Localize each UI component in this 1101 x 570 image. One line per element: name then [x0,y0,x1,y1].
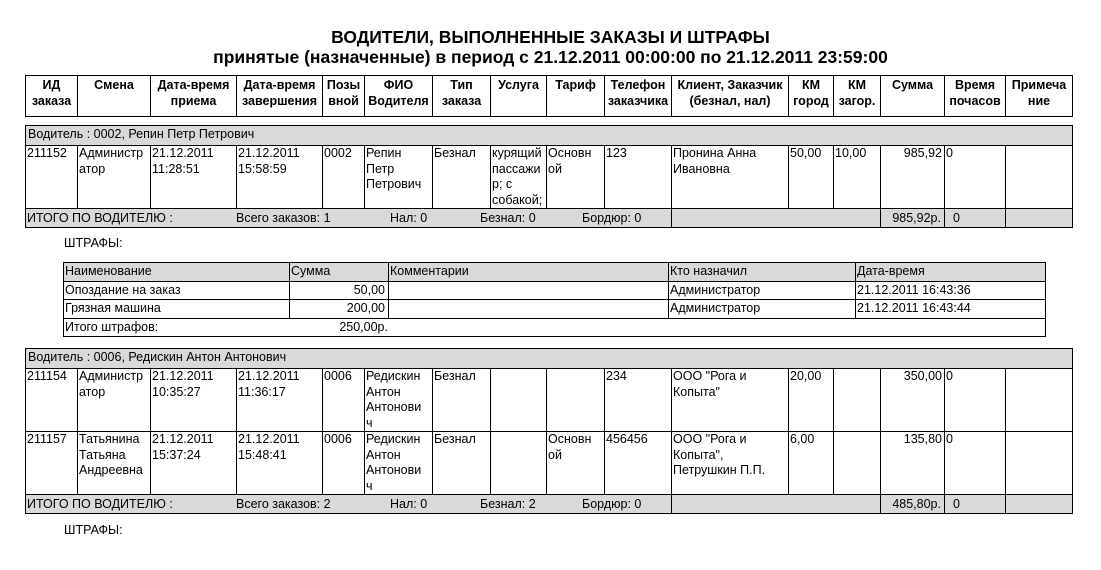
col-rule [322,368,323,432]
table-cell: 456456 [606,432,648,446]
table-cell: 135,80 [903,432,942,446]
table-cell: Редискин Антон Антонови ч [366,432,422,493]
column-header: Тип заказа [441,78,482,108]
col-rule [1072,145,1073,209]
column-header: ИД заказа [31,78,72,108]
col-rule [671,368,672,432]
col-rule [604,431,605,495]
table-cell: 211154 [27,369,67,383]
column-header: Позы вной [326,78,361,108]
total-noncash: Безнал: 2 [480,497,536,511]
total-col-rule [944,494,945,514]
col-rule [236,145,237,209]
table-cell: 21.12.2011 15:37:24 [152,432,214,462]
table-cell: 21.12.2011 15:58:59 [238,146,300,176]
column-header: КМ загор. [838,78,876,108]
table-cell: 0006 [324,369,352,383]
col-rule [150,368,151,432]
total-top-rule [25,494,1073,495]
col-rule [77,368,78,432]
col-rule [150,145,151,209]
total-hours: 0 [953,211,960,225]
fines-row-rule [63,262,1046,263]
fines-col-rule [855,262,856,319]
column-header: Тариф [555,78,596,92]
fines-column-header: Комментарии [390,264,469,278]
total-col-rule [671,494,672,514]
table-cell: Пронина Анна Ивановна [673,146,757,176]
col-rule [1005,431,1006,495]
col-rule [671,431,672,495]
table-cell: 21.12.2011 11:36:17 [238,369,300,399]
col-rule [833,368,834,432]
col-rule [671,145,672,209]
total-bottom-rule [25,227,1073,228]
col-rule [432,431,433,495]
column-header: КМ город [793,78,829,108]
col-rule [880,368,881,432]
fines-cell: Администратор [670,283,761,297]
table-cell: 350,00 [903,369,942,383]
col-rule [1005,368,1006,432]
fines-cell: 200,00 [346,301,385,315]
report-title: ВОДИТЕЛИ, ВЫПОЛНЕННЫЕ ЗАКАЗЫ И ШТРАФЫ [331,27,770,47]
rule [1072,348,1073,369]
col-rule [364,368,365,432]
table-cell: 0 [946,146,953,160]
total-cash: Нал: 0 [390,211,428,225]
fines-col-rule [63,262,64,337]
fines-column-header: Дата-время [857,264,925,278]
table-cell: 20,00 [790,369,822,383]
fines-column-header: Сумма [291,264,331,278]
fines-column-header: Наименование [65,264,152,278]
table-cell: Безнал [434,369,476,383]
total-sum: 485,80р. [892,497,941,511]
col-rule [77,145,78,209]
rule [1072,125,1073,146]
fines-column-header: Кто назначил [670,264,748,278]
column-header: Время почасов [949,78,1001,108]
header-top-rule [25,75,1073,76]
column-header: Сумма [891,78,934,92]
table-cell: ООО "Рога и Копыта", Петрушкин П.П. [673,432,766,477]
col-rule [604,145,605,209]
total-cash: Нал: 0 [390,497,428,511]
table-cell: 234 [606,369,627,383]
table-cell: 6,00 [790,432,815,446]
col-rule [1005,145,1006,209]
table-cell: Репин Петр Петрович [366,146,422,191]
table-cell: 21.12.2011 15:48:41 [238,432,300,462]
table-cell: 0 [946,369,953,383]
col-rule [490,431,491,495]
table-cell: 21.12.2011 10:35:27 [152,369,214,399]
total-sum: 985,92р. [892,211,941,225]
col-rule [25,431,26,495]
rule [25,125,26,146]
total-col-rule [1005,208,1006,228]
col-rule [546,145,547,209]
total-orders: Всего заказов: 2 [236,497,331,511]
col-rule [833,145,834,209]
total-col-rule [1072,208,1073,228]
col-rule [944,431,945,495]
col-rule [432,145,433,209]
fines-label: ШТРАФЫ: [64,236,123,250]
header-bottom-rule [25,116,1073,117]
fines-cell: 21.12.2011 16:43:44 [857,301,971,315]
fines-row-rule [63,336,1046,337]
table-cell: 123 [606,146,627,160]
table-cell: Безнал [434,432,476,446]
column-header: ФИО Водителя [368,78,429,108]
fines-total-label: Итого штрафов: [65,320,159,334]
col-rule [236,431,237,495]
col-rule [432,368,433,432]
fines-cell: Администратор [670,301,761,315]
col-rule [546,368,547,432]
fines-label: ШТРАФЫ: [64,523,123,537]
col-rule [322,145,323,209]
total-bordur: Бордюр: 0 [582,497,642,511]
col-rule [1072,431,1073,495]
col-rule [490,368,491,432]
table-cell: Татьянина Татьяна Андреевна [79,432,143,477]
table-cell: 50,00 [790,146,822,160]
table-cell: 985,92 [903,146,942,160]
driver-label: Водитель : 0002, Репин Петр Петрович [28,127,255,141]
col-rule [490,145,491,209]
fines-total-value: 250,00р. [339,320,388,334]
total-col-rule [25,494,26,514]
fines-col-rule [668,262,669,319]
total-hours: 0 [953,497,960,511]
table-cell: Редискин Антон Антонови ч [366,369,422,430]
total-label: ИТОГО ПО ВОДИТЕЛЮ : [27,211,173,225]
total-col-rule [1005,494,1006,514]
col-rule [788,431,789,495]
col-rule [25,368,26,432]
col-rule [150,431,151,495]
column-header: Дата-время завершения [241,78,317,108]
col-rule [833,431,834,495]
total-col-rule [25,208,26,228]
column-header: Клиент, Заказчик (безнал, нал) [677,78,783,108]
table-cell: Безнал [434,146,476,160]
column-header: Смена [94,78,134,92]
total-col-rule [671,208,672,228]
total-bottom-rule [25,513,1073,514]
column-header: Дата-время приема [157,78,230,108]
col-rule [546,431,547,495]
col-rule [364,145,365,209]
column-header: Примеча ние [1011,78,1067,108]
col-rule [788,145,789,209]
table-cell: Администр атор [79,369,144,399]
col-rule [236,368,237,432]
total-top-rule [25,208,1073,209]
header-col-rule [1072,75,1073,117]
col-rule [364,431,365,495]
fines-col-rule [1045,262,1046,337]
table-cell: курящий пассажи р; с собакой; [492,146,543,207]
driver-band-top [25,125,1073,126]
driver-label: Водитель : 0006, Редискин Антон Антонович [28,350,287,364]
total-orders: Всего заказов: 1 [236,211,331,225]
total-label: ИТОГО ПО ВОДИТЕЛЮ : [27,497,173,511]
table-cell: Основн ой [548,146,592,176]
fines-cell: Грязная машина [65,301,161,315]
table-cell: 0 [946,432,953,446]
table-cell: 211157 [27,432,67,446]
report-subtitle: принятые (назначенные) в период с 21.12.2011 00:00:00 по 21.12.2011 23:59:00 [213,47,888,67]
table-cell: 21.12.2011 11:28:51 [152,146,214,176]
col-rule [77,431,78,495]
column-header: Услуга [498,78,539,92]
col-rule [880,145,881,209]
total-bordur: Бордюр: 0 [582,211,642,225]
table-cell: 0002 [324,146,352,160]
col-rule [322,431,323,495]
col-rule [604,368,605,432]
col-rule [944,145,945,209]
fines-cell: 50,00 [353,283,385,297]
fines-cell: Опоздание на заказ [65,283,181,297]
table-cell: 211152 [27,146,67,160]
table-cell: ООО "Рога и Копыта" [673,369,747,399]
table-cell: 10,00 [835,146,867,160]
table-cell: Администр атор [79,146,144,176]
fines-cell: 21.12.2011 16:43:36 [857,283,971,297]
table-cell: 0006 [324,432,352,446]
col-rule [25,145,26,209]
fines-row-rule [63,299,1046,300]
total-col-rule [944,208,945,228]
total-noncash: Безнал: 0 [480,211,536,225]
col-rule [944,368,945,432]
table-cell: Основн ой [548,432,592,462]
fines-row-rule [63,281,1046,282]
fines-row-rule [63,318,1046,319]
col-rule [880,431,881,495]
column-header: Телефон заказчика [607,78,669,108]
driver-band-top [25,348,1073,349]
total-col-rule [1072,494,1073,514]
fines-col-rule [388,262,389,319]
col-rule [788,368,789,432]
col-rule [1072,368,1073,432]
rule [25,348,26,369]
